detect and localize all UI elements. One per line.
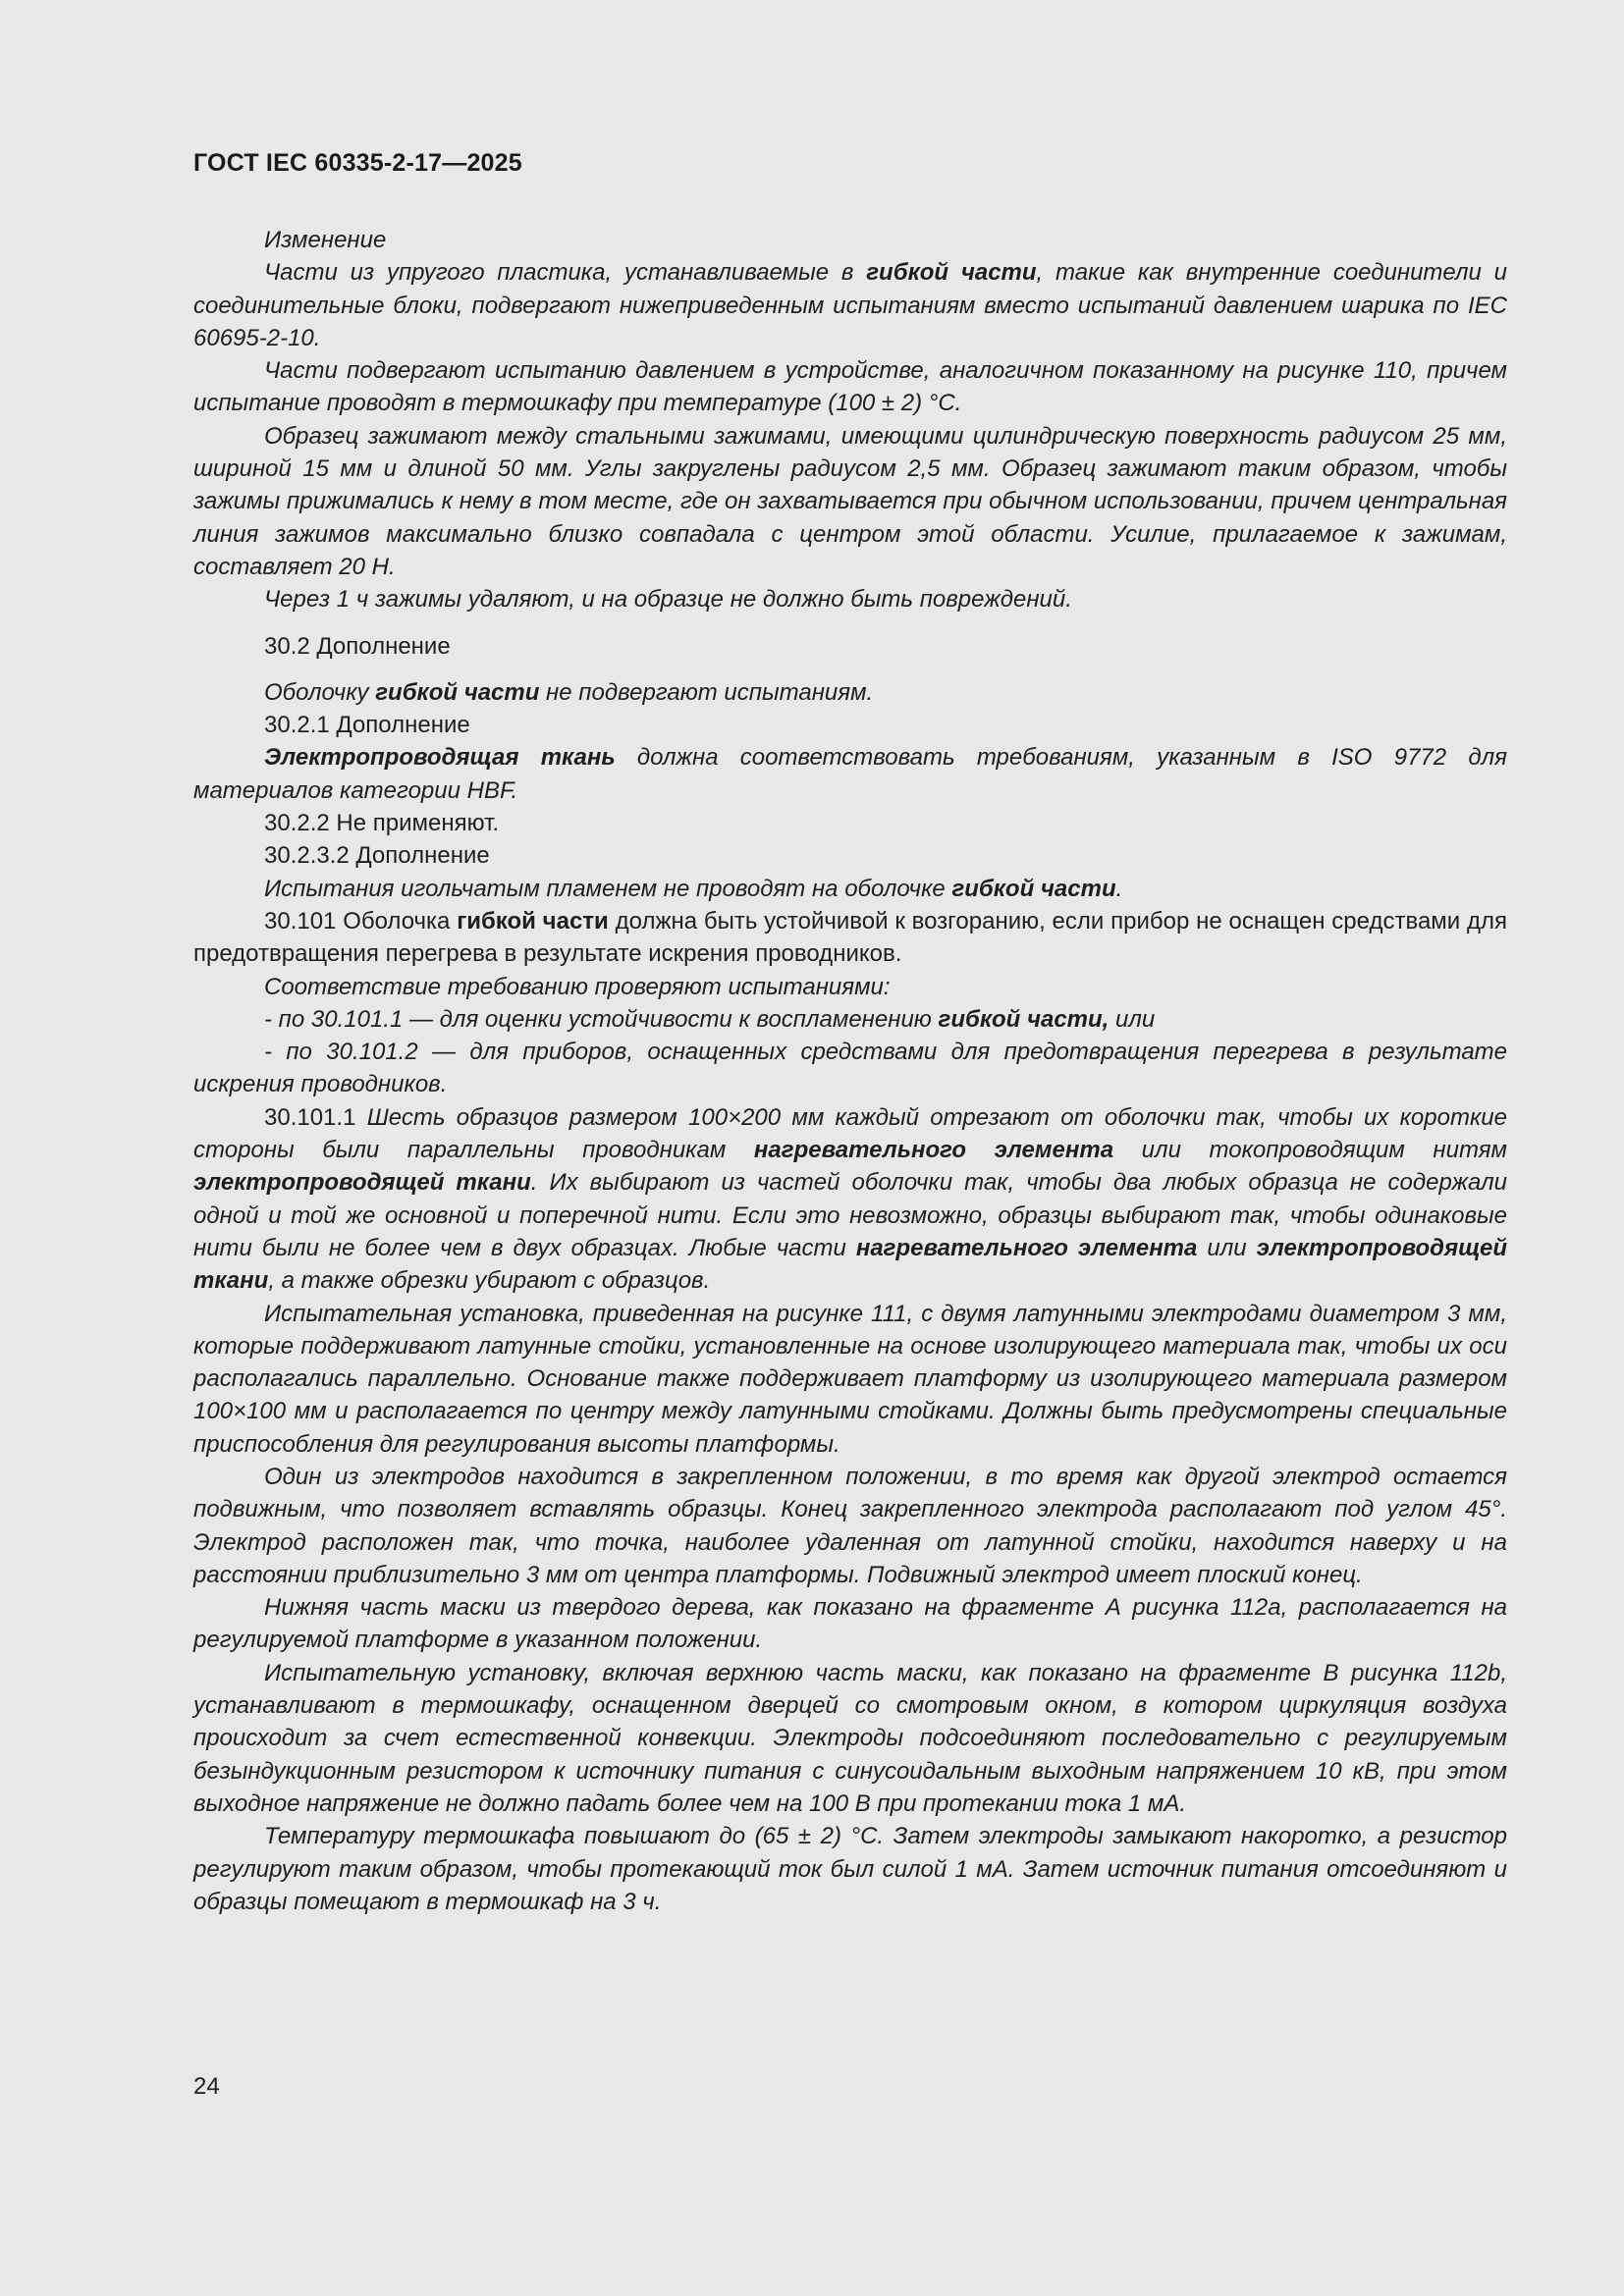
paragraph-p14 xyxy=(193,971,1507,1003)
text-run: 30.101.1 xyxy=(264,1103,367,1131)
bold-term: гибкой части xyxy=(951,875,1116,902)
bold-term: нагревательного элемента xyxy=(753,1137,1114,1164)
text-run: не подвергают испытаниям. xyxy=(539,678,874,706)
text-run: Через 1 ч зажимы удаляют, и на образце не должно быть повреждений. xyxy=(264,586,1072,614)
document-header: ГОСТ IEC 60335-2-17—2025 xyxy=(193,149,522,177)
paragraph-p22 xyxy=(193,1820,1507,1918)
bold-term: электропроводящей ткани xyxy=(193,1234,1507,1295)
bold-term: электропроводящей ткани xyxy=(193,1169,531,1197)
bold-term: гибкой части xyxy=(375,678,540,706)
bold-term: гибкой части xyxy=(457,907,609,934)
text-run: Нижняя часть маски из твердого дерева, как показано на фрагменте А рисунка 112а, располагается на регулируемой платформе в указанном положении. xyxy=(193,1594,1507,1654)
paragraph-p04 xyxy=(193,420,1507,583)
paragraph-p02 xyxy=(193,256,1507,354)
paragraph-p12 xyxy=(193,873,1507,905)
text-run: Испытания игольчатым пламенем не проводят на оболочке xyxy=(264,875,952,902)
text-run: Образец зажимают между стальными зажимами, имеющими цилиндрическую поверхность радиусом 25 мм, шириной 15 мм и длиной 50 мм. Углы закруглены радиусом 2,5 мм. Образец зажимают таким образом, чтобы зажимы прижимались к нему в том месте, где он захватывается при обычном использовании, причем центральная линия зажимов максимально близко совпадала с центром этой области. Усилие, прилагаемое к зажимам, составляет 20 Н. xyxy=(193,422,1507,580)
text-run: - по 30.101.2 — для приборов, оснащенных средствами для предотвращения перегрева в результате искрения проводников. xyxy=(193,1039,1507,1098)
paragraph-p01 xyxy=(193,224,1507,256)
paragraph-p16 xyxy=(193,1036,1507,1101)
paragraph-p17 xyxy=(193,1101,1507,1298)
paragraph-p11 xyxy=(193,839,1507,872)
paragraph-p13 xyxy=(193,905,1507,971)
document-body xyxy=(193,224,1507,1918)
text-run: Шесть образцов размером 100×200 мм каждый отрезают от оболочки так, чтобы их короткие стороны были параллельны проводникам xyxy=(193,1103,1507,1164)
paragraph-p18 xyxy=(193,1298,1507,1461)
page-number: 24 xyxy=(193,2073,220,2100)
paragraph-p05 xyxy=(193,583,1507,615)
text-run: Испытательная установка, приведенная на рисунке 111, с двумя латунными электродами диаметром 3 мм, которые поддерживают латунные стойки, установленные на основе изолирующего материала так, чтобы их оси располагались параллельно. Основание также поддерживает платформу из изолирующего материала размером 100×100 мм и располагается по центру между латунными стойками. Должны быть предусмотрены специальные приспособления для регулирования высоты платформы. xyxy=(193,1300,1507,1458)
text-run: - по 30.101.1 — для оценки устойчивости к воспламенению xyxy=(264,1005,939,1033)
text-run: или токопроводящим нитям xyxy=(1113,1137,1507,1164)
text-run: должна быть устойчивой к возгоранию, если прибор не оснащен средствами для предотвращения перегрева в результате искрения проводников. xyxy=(193,907,1507,968)
text-run: . xyxy=(1115,875,1123,902)
bold-term: нагревательного элемента xyxy=(855,1234,1198,1261)
text-run: , а также обрезки убирают с образцов. xyxy=(268,1267,711,1295)
text-run: Оболочку xyxy=(264,678,376,706)
text-run: 30.101 Оболочка xyxy=(264,907,458,934)
text-run: 30.2 Дополнение xyxy=(264,632,451,660)
paragraph-p03 xyxy=(193,354,1507,420)
text-run: 30.2.1 Дополнение xyxy=(264,712,470,739)
paragraph-p09 xyxy=(193,741,1507,807)
text-run: Изменение xyxy=(264,227,387,253)
text-run: Температуру термошкафа повышают до (65 ± 2) °С. Затем электроды замыкают накоротко, а резистор регулируют таким образом, чтобы протекающий ток был силой 1 мА. Затем источник питания отсоединяют и образцы помещают в термошкаф на 3 ч. xyxy=(193,1823,1507,1915)
paragraph-p19 xyxy=(193,1461,1507,1591)
text-run: 30.2.2 Не применяют. xyxy=(264,810,500,837)
paragraph-p20 xyxy=(193,1591,1507,1657)
text-run: Соответствие требованию проверяют испытаниями: xyxy=(264,973,891,1000)
text-run: Испытательную установку, включая верхнюю часть маски, как показано на фрагменте В рисунка 112b, устанавливают в термошкафу, оснащенном дверцей со смотровым окном, в котором циркуляция воздуха происходит за счет естественной конвекции. Электроды подсоединяют последовательно с регулируемым безындукционным резистором к источнику питания с синусоидальным выходным напряжением 10 кВ, при этом выходное напряжение не должно падать более чем на 100 В при протекании тока 1 мА. xyxy=(193,1659,1507,1817)
paragraph-p06 xyxy=(193,630,1507,663)
text-run: . Их выбирают из частей оболочки так, чтобы два любых образца не содержали одной и той же основной и поперечной нити. Если это невозможно, образцы выбирают так, чтобы одинаковые нити были не более чем в двух образцах. Любые части xyxy=(193,1169,1508,1261)
text-run: Один из электродов находится в закрепленном положении, в то время как другой электрод остается подвижным, что позволяет вставлять образцы. Конец закрепленного электрода располагают под углом 45°. Электрод расположен так, что точка, наиболее удаленная от латунной стойки, находится наверху и на расстоянии приблизительно 3 мм от центра платформы. Подвижный электрод имеет плоский конец. xyxy=(193,1463,1507,1588)
text-run: или xyxy=(1109,1005,1156,1033)
bold-term: гибкой части, xyxy=(938,1005,1110,1033)
text-run: 30.2.3.2 Дополнение xyxy=(264,842,490,870)
bold-term: гибкой части xyxy=(866,259,1037,287)
paragraph-p07 xyxy=(193,676,1507,709)
paragraph-p15 xyxy=(193,1003,1507,1036)
text-run: Части подвергают испытанию давлением в устройстве, аналогичном показанному на рисунке 110, причем испытание проводят в термошкафу при температуре (100 ± 2) °С. xyxy=(193,357,1507,417)
text-run: или xyxy=(1197,1234,1257,1261)
paragraph-p10 xyxy=(193,807,1507,839)
paragraph-p08 xyxy=(193,709,1507,741)
text-run: должна соответствовать требованиям, указанным в ISO 9772 для материалов категории HBF. xyxy=(193,744,1507,804)
bold-term: Электропроводящая ткань xyxy=(264,744,616,772)
text-run: Части из упругого пластика, устанавливаемые в xyxy=(264,259,867,287)
paragraph-p21 xyxy=(193,1657,1507,1820)
text-run: , такие как внутренние соединители и соединительные блоки, подвергают нижеприведенным испытаниям вместо испытаний давлением шарика по IEC 60695-2-10. xyxy=(193,259,1508,351)
